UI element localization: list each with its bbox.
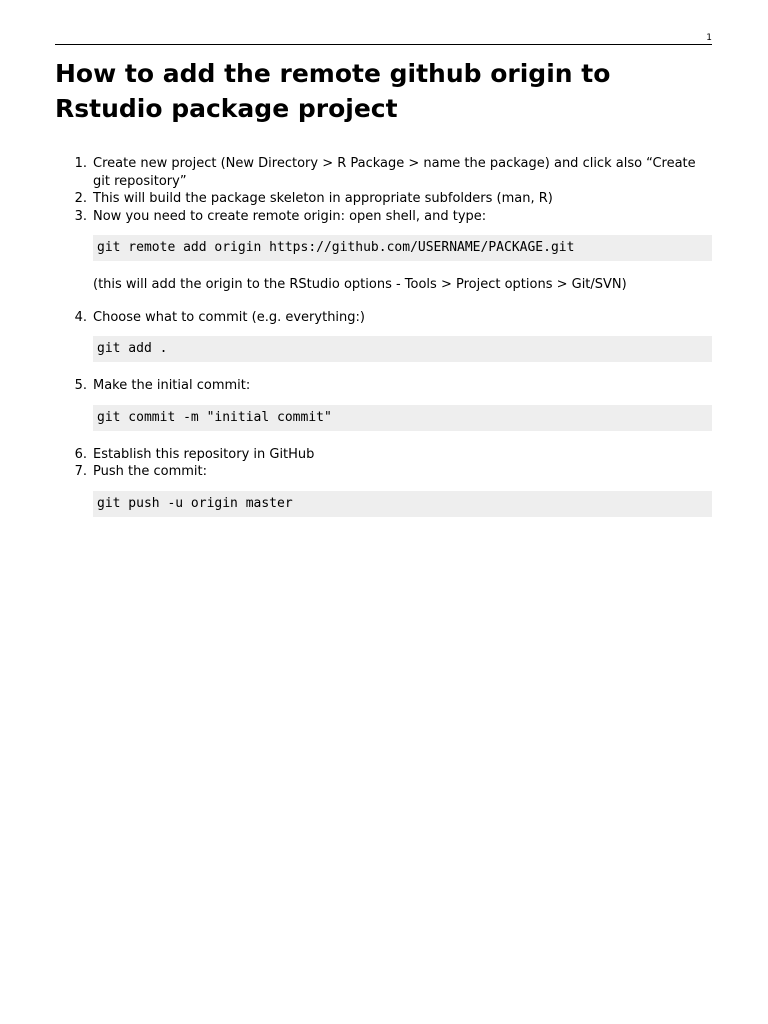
steps-list — [55, 155, 712, 532]
list-item-step-2 — [55, 190, 712, 208]
step-number: 1. — [74, 156, 87, 171]
step-number: 3. — [74, 208, 87, 224]
step-number: 4. — [74, 309, 87, 325]
page-number: 1 — [706, 33, 712, 43]
step-number: 2. — [74, 191, 87, 206]
step-text: Make the initial commit: — [93, 378, 251, 393]
code-block-git-commit: git commit -m "initial commit" — [93, 405, 712, 431]
step-number: 7. — [74, 464, 87, 479]
step-text: Choose what to commit (e.g. everything:) — [93, 309, 365, 325]
step-number: 6. — [74, 446, 87, 462]
step-text: Now you need to create remote origin: open shell, and type: — [93, 208, 487, 224]
code-block-git-add: git add . — [93, 336, 712, 362]
list-item-step-6 — [55, 446, 712, 464]
step-note: (this will add the origin to the RStudio options - Tools > Project options > Git/SVN) — [93, 277, 627, 292]
step-text: This will build the package skeleton in appropriate subfolders (man, R) — [93, 191, 553, 206]
header-rule — [55, 44, 712, 45]
list-item-step-7 — [55, 463, 712, 517]
code-block-git-push: git push -u origin master — [93, 491, 712, 517]
step-number: 5. — [74, 378, 87, 393]
list-item-step-1 — [55, 155, 712, 190]
page-title: How to add the remote github origin to Rstudio package project — [55, 59, 611, 123]
step-text: Push the commit: — [93, 464, 207, 479]
step-text: Create new project (New Directory > R Package > name the package) and click also “Create git repository” — [93, 156, 696, 189]
list-item-step-5 — [55, 377, 712, 431]
code-block-remote-add: git remote add origin https://github.com/USERNAME/PACKAGE.git — [93, 235, 712, 261]
list-item-step-3 — [55, 208, 712, 294]
list-item-step-4 — [55, 309, 712, 363]
step-text: Establish this repository in GitHub — [93, 446, 315, 462]
